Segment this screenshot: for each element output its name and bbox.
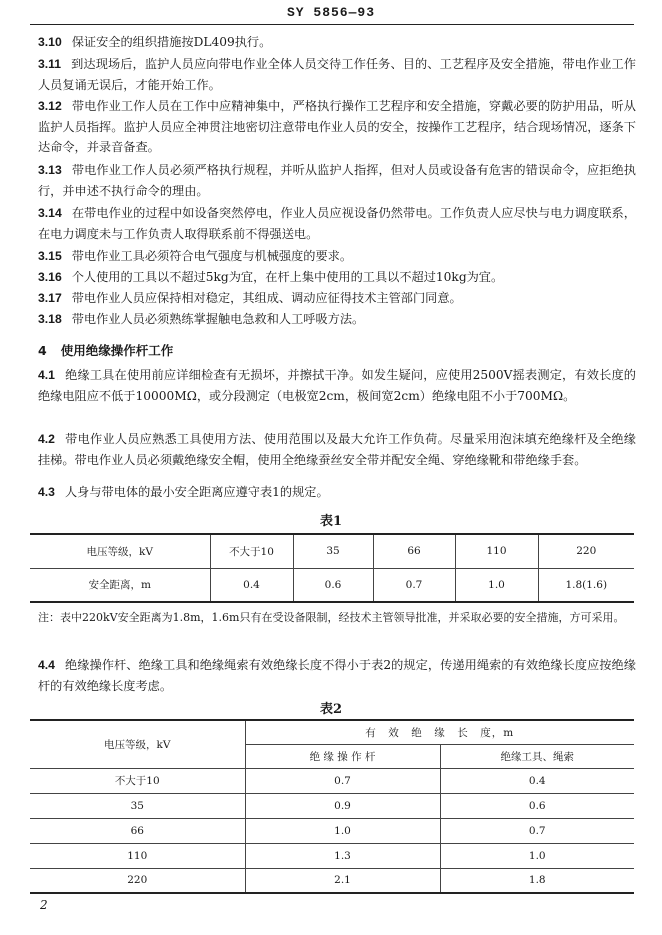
clause-text: 个人使用的工具以不超过5kg为宜，在杆上集中使用的工具以不超过10kg为宜。 — [71, 270, 504, 284]
clause-3-11 — [38, 54, 636, 95]
table1-cell: 0.4 — [210, 568, 293, 602]
table1-cell: 35 — [293, 534, 373, 568]
clause-4-3 — [38, 482, 636, 503]
clause-3-13 — [38, 160, 636, 201]
clause-3-14 — [38, 203, 636, 244]
clause-4-2 — [38, 429, 636, 470]
clause-4-1 — [38, 365, 636, 406]
clause-number: 3.13 — [38, 163, 62, 177]
section-title: 使用绝缘操作杆工作 — [60, 343, 174, 358]
clause-number: 4.1 — [38, 368, 55, 382]
clause-number: 3.15 — [38, 249, 62, 263]
table1 — [30, 533, 634, 603]
clause-text: 带电作业人员应熟悉工具使用方法、使用范围以及最大允许工作负荷。尽量采用泡沫填充绝缘杆及全绝缘挂梯。带电作业人员必须戴绝缘安全帽，使用全绝缘蚕丝安全带并配安全绳、穿绝缘靴和带绝缘手套。 — [38, 432, 636, 467]
clause-number: 3.17 — [38, 291, 62, 305]
clause-4-4 — [38, 655, 636, 696]
table2-row — [30, 868, 634, 893]
clause-text: 带电作业工作人员在工作中应精神集中，严格执行操作工艺程序和安全措施，穿戴必要的防护用品，听从监护人员指挥。监护人员应全神贯注地密切注意带电作业人员的安全，按操作工艺程序，结合现场情况，逐条下达命令，并录音备查。 — [38, 99, 636, 154]
clause-text: 带电作业人员必须熟练掌握触电急救和人工呼吸方法。 — [71, 312, 365, 326]
table2-tool-header: 绝缘工具、绳索 — [440, 744, 634, 768]
table2-cell: 66 — [30, 818, 245, 843]
table2-rod-header: 绝 缘 操 作 杆 — [245, 744, 440, 768]
clause-3-16 — [38, 267, 636, 288]
clause-number: 3.11 — [38, 57, 62, 71]
table2-cell: 不大于10 — [30, 768, 245, 793]
clause-3-17 — [38, 288, 636, 309]
table1-row-label: 电压等级，kV — [30, 534, 210, 568]
clause-number: 3.10 — [38, 35, 62, 49]
table1-cell: 66 — [373, 534, 455, 568]
clause-text: 带电作业工作人员必须严格执行规程，并听从监护人指挥，但对人员或设备有危害的错误命令，应拒绝执行，并申述不执行命令的理由。 — [38, 163, 636, 198]
clause-number: 3.14 — [38, 206, 62, 220]
clause-text: 带电作业工具必须符合电气强度与机械强度的要求。 — [71, 249, 353, 263]
table2-row — [30, 768, 634, 793]
clause-number: 3.18 — [38, 312, 62, 326]
table2-cell: 110 — [30, 843, 245, 868]
table1-caption: 表1 — [319, 514, 343, 529]
table2-caption: 表2 — [319, 702, 343, 717]
table1-cell: 0.6 — [293, 568, 373, 602]
table1-cell: 220 — [576, 545, 597, 558]
section-number: 4 — [38, 343, 47, 358]
table2-cell: 1.0 — [528, 849, 546, 862]
page-number: 2 — [40, 898, 48, 912]
clause-text: 在带电作业的过程中如设备突然停电，作业人员应视设备仍然带电。工作负责人应尽快与电力调度联系，在电力调度未与工作负责人取得联系前不得强送电。 — [38, 206, 636, 241]
table1-cell: 110 — [455, 534, 538, 568]
table2-cell: 0.9 — [245, 793, 440, 818]
table2-cell: 220 — [30, 868, 245, 893]
clause-text: 绝缘工具在使用前应详细检查有无损坏，并擦拭干净。如发生疑问，应使用2500V摇表测定，有效长度的绝缘电阻应不低于10000MΩ，或分段测定（电极宽2cm，极间宽2cm）绝缘电阻不小于700MΩ。 — [38, 368, 636, 403]
table1-cell: 1.0 — [455, 568, 538, 602]
table2-voltage-header: 电压等级，kV — [30, 720, 245, 768]
clause-3-12 — [38, 96, 636, 158]
section-4-heading — [38, 341, 173, 359]
table2-cell: 0.7 — [245, 768, 440, 793]
clause-text: 人身与带电体的最小安全距离应遵守表1的规定。 — [64, 485, 329, 499]
table2-cell: 0.7 — [528, 824, 546, 837]
table2-row — [30, 843, 634, 868]
header-rule — [30, 24, 634, 25]
clause-text: 到达现场后，监护人员应向带电作业全体人员交待工作任务、目的、工艺程序及安全措施，带电作业工作人员复诵无误后，才能开始工作。 — [38, 57, 636, 92]
table2-cell: 0.4 — [528, 774, 546, 787]
table1-cell: 1.8(1.6) — [565, 578, 608, 591]
table2-header-row — [30, 720, 634, 744]
table1-note: 注：表中220kV安全距离为1.8m，1.6m只有在受设备限制，经技术主管领导批准，并采取必要的安全措施，方可采用。 — [38, 611, 625, 624]
table2-cell: 35 — [30, 793, 245, 818]
table2-cell: 2.1 — [245, 868, 440, 893]
clause-3-15 — [38, 246, 636, 267]
table2-cell: 1.3 — [245, 843, 440, 868]
table2-cell: 1.0 — [245, 818, 440, 843]
table2-row — [30, 793, 634, 818]
table2-cell: 1.8 — [528, 874, 546, 887]
table2-row — [30, 818, 634, 843]
table2-group-header: 有 效 绝 缘 长 度，m — [245, 720, 634, 744]
clause-text: 绝缘操作杆、绝缘工具和绝缘绳索有效绝缘长度不得小于表2的规定，传递用绳索的有效绝缘长度应按绝缘杆的有效绝缘长度考虑。 — [38, 658, 636, 693]
table1-cell: 0.7 — [373, 568, 455, 602]
table1-row-label: 安全距离，m — [30, 568, 210, 602]
table2 — [30, 719, 634, 894]
table2-cell: 0.6 — [528, 799, 546, 812]
table1-voltage-row — [30, 534, 634, 568]
clause-number: 4.2 — [38, 432, 55, 446]
clause-3-10 — [38, 32, 636, 53]
clause-text: 带电作业人员应保持相对稳定，其组成、调动应征得技术主管部门同意。 — [71, 291, 462, 305]
clause-number: 4.3 — [38, 485, 55, 499]
clause-number: 3.12 — [38, 99, 62, 113]
clause-number: 4.4 — [38, 658, 55, 672]
clause-number: 3.16 — [38, 270, 62, 284]
table1-cell: 不大于10 — [210, 534, 293, 568]
table1-distance-row — [30, 568, 634, 602]
clause-3-18 — [38, 309, 636, 330]
clause-text: 保证安全的组织措施按DL409执行。 — [71, 35, 272, 49]
document-header: SY 5856—93 — [286, 5, 375, 20]
